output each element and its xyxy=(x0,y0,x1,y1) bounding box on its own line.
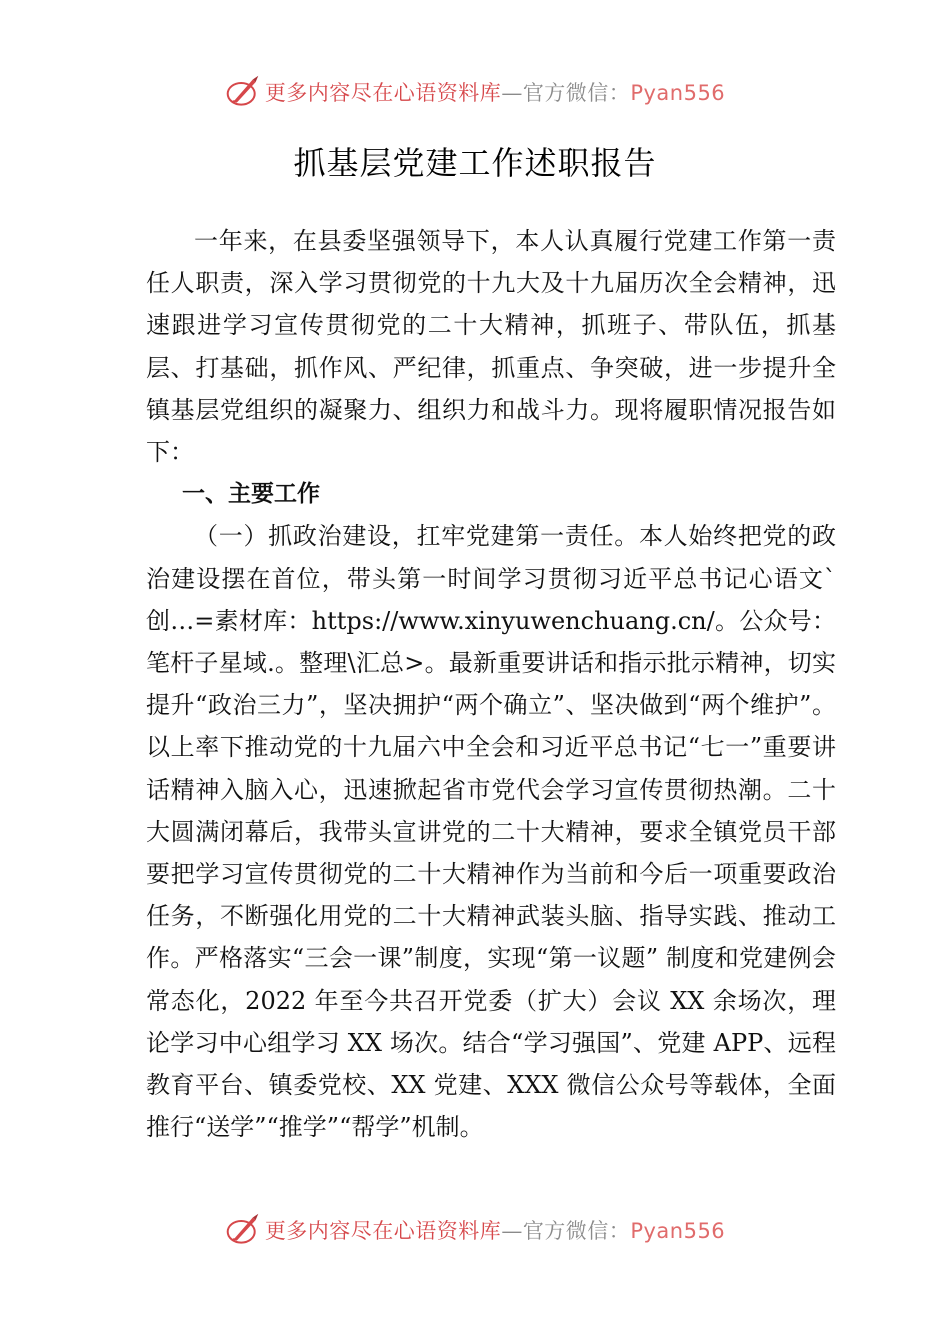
section-paragraph: （一）抓政治建设，扛牢党建第一责任。本人始终把党的政治建设摆在首位，带头第一时间学习贯彻习近平总书记心语文`创…=素材库：https://www.xinyuwenchuang.cn/。公众号：笔杆子星域.。整理\汇总>。最新重要讲话和指示批示精神，切实提升“政治三力”，坚决拥护“两个确立”、坚决做到“两个维护”。以上率下推动党的十九届六中全会和习近平总书记“七一”重要讲话精神入脑入心，迅速掀起省市党代会学习宣传贯彻热潮。二十大圆满闭幕后，我带头宣讲党的二十大精神，要求全镇党员干部要把学习宣传贯彻党的二十大精神作为当前和今后一项重要政治任务，不断强化用党的二十大精神武装头脑、指导实践、推动工作。严格落实“三会一课”制度，实现“第一议题” 制度和党建例会常态化，2022 年至今共召开党委（扩大）会议 XX 余场次，理论学习中心组学习 XX 场次。结合“学习强国”、党建 APP、远程教育平台、镇委党校、XX 党建、XXX 微信公众号等载体，全面推行“送学”“推学”“帮学”机制。 xyxy=(146,522,836,1142)
watermark-banner-top xyxy=(0,70,950,114)
section-heading: 一、主要工作 xyxy=(182,481,320,508)
intro-paragraph: 一年来，在县委坚强领导下，本人认真履行党建工作第一责任人职责，深入学习贯彻党的十九大及十九届历次全会精神，迅速跟进学习宣传贯彻党的二十大精神，抓班子、带队伍，抓基层、打基础，抓作风、严纪律，抓重点、争突破，进一步提升全镇基层党组织的凝聚力、组织力和战斗力。现将履职情况报告如下： xyxy=(146,227,836,467)
banner-wechat-id: Pyan556 xyxy=(630,1219,726,1243)
watermark-banner-text xyxy=(265,77,725,107)
watermark-banner-bottom xyxy=(0,1208,950,1252)
quill-logo-icon xyxy=(225,1212,261,1248)
quill-logo-icon xyxy=(225,74,261,110)
banner-main-text: 更多内容尽在心语资料库 xyxy=(264,81,502,105)
watermark-banner-text xyxy=(265,1215,725,1245)
banner-wechat-label: —官方微信： xyxy=(501,1219,631,1243)
document-body xyxy=(146,220,836,1148)
page-title: 抓基层党建工作述职报告 xyxy=(293,144,657,182)
banner-wechat-label: —官方微信： xyxy=(501,81,631,105)
banner-main-text: 更多内容尽在心语资料库 xyxy=(264,1219,502,1243)
banner-wechat-id: Pyan556 xyxy=(630,81,726,105)
